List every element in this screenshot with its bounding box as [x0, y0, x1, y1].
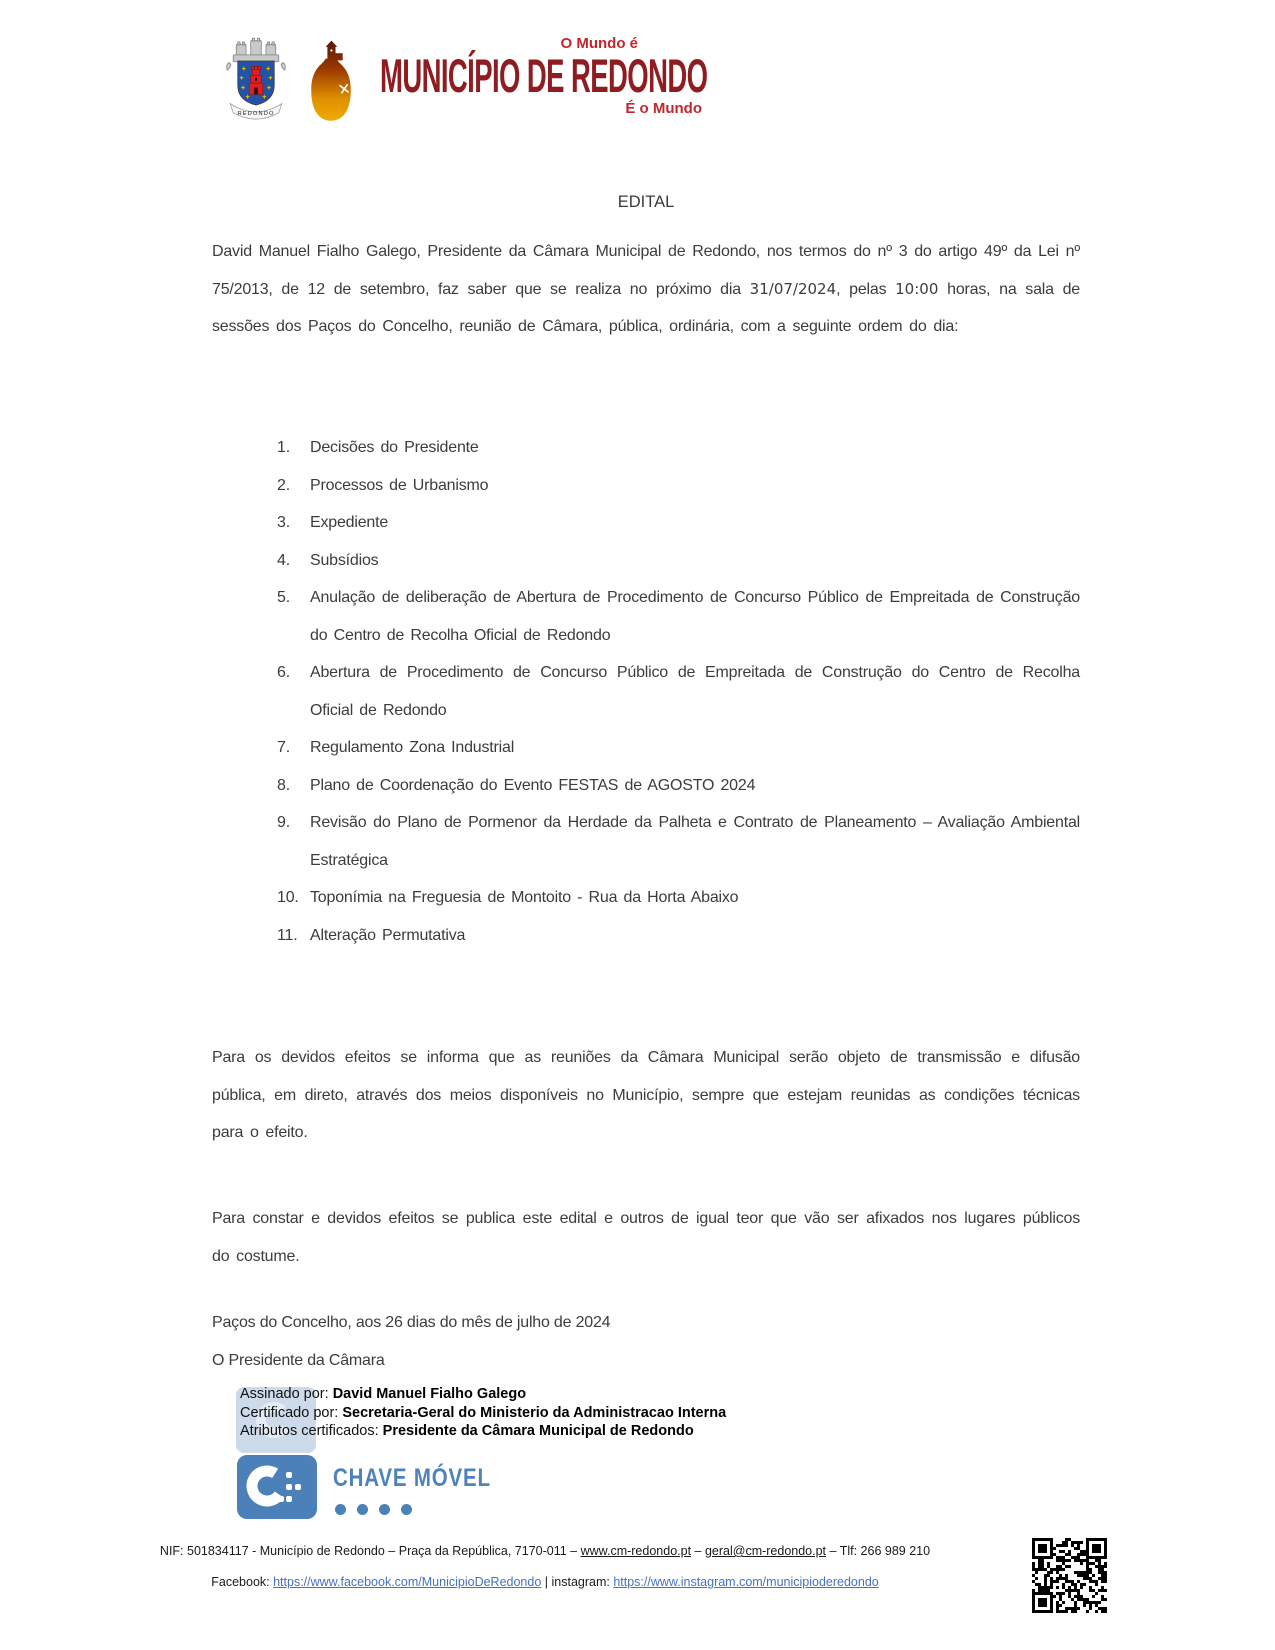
signature-line-signed: Assinado por: David Manuel Fialho Galego	[240, 1386, 527, 1402]
signature-line-attributes: Atributos certificados: Presidente da Câmara Municipal de Redondo	[240, 1423, 694, 1439]
brand-title: MUNICÍPIO DE REDONDO	[380, 49, 708, 102]
amphora-icon	[304, 40, 358, 124]
signer-role: O Presidente da Câmara	[212, 1352, 385, 1369]
chave-movel-label: CHAVE MÓVEL	[333, 1464, 491, 1492]
brand-tagline-bottom: É o Mundo	[625, 100, 702, 117]
email-link[interactable]: geral@cm-redondo.pt	[704, 1544, 827, 1558]
agenda-item: 10. Toponímia na Freguesia de Montoito - Rua da Horta Abaixo	[277, 889, 739, 906]
footer-social-line: Facebook: https://www.facebook.com/MunicipioDeRedondo | instagram: https://www.instagram.com/municipioderedondo	[211, 1575, 879, 1589]
page-title: EDITAL	[617, 193, 675, 211]
agenda-item: 11. Alteração Permutativa	[277, 926, 466, 944]
agenda-item: 2. Processos de Urbanismo	[277, 476, 489, 494]
coat-of-arms-motto: REDONDO	[237, 110, 275, 117]
agenda-item: 9. Revisão do Plano de Pormenor da Herdade da Palheta e Contrato de Planeamento – Avaliação Ambiental Estratégica	[277, 814, 1080, 869]
agenda-item: 7. Regulamento Zona Industrial	[277, 739, 515, 756]
website-link[interactable]: www.cm-redondo.pt	[580, 1544, 692, 1558]
agenda-item: 5. Anulação de deliberação de Abertura de Procedimento de Concurso Público de Empreitada de Construção do Centro de Recolha Oficial de Redondo	[277, 589, 1080, 644]
instagram-link[interactable]: https://www.instagram.com/municipioderedondo	[613, 1575, 879, 1589]
chave-movel-dots	[335, 1502, 423, 1520]
publication-paragraph: Para constar e devidos efeitos se publica este edital e outros de igual teor que vão ser afixados nos lugares públicos do costume.	[212, 1210, 1080, 1265]
signature-block	[240, 1385, 860, 1441]
brand-block	[380, 35, 708, 117]
agenda-list	[212, 429, 1080, 954]
agenda-item: 4. Subsídios	[277, 551, 379, 569]
agenda-item: 8. Plano de Coordenação do Evento FESTAS de AGOSTO 2024	[277, 776, 756, 794]
qr-code	[1028, 1534, 1111, 1617]
transmission-paragraph: Para os devidos efeitos se informa que as reuniões da Câmara Municipal serão objeto de transmissão e difusão pública, em direto, através dos meios disponíveis no Município, sempre que estejam reunidas as condições técnicas para o efeito.	[212, 1049, 1080, 1141]
dateline: Paços do Concelho, aos 26 dias do mês de julho de 2024	[212, 1314, 611, 1331]
intro-paragraph: David Manuel Fialho Galego, Presidente da Câmara Municipal de Redondo, nos termos do nº 3 do artigo 49º da Lei nº 75/2013, de 12 de setembro, faz saber que se realiza no próximo dia 31/07/2024, pelas 10:00 horas, na sala de sessões dos Paços do Concelho, reunião de Câmara, pública, ordinária, com a seguinte ordem do dia:	[212, 243, 1080, 335]
page-footer	[150, 1543, 940, 1590]
chave-movel-logo-icon	[237, 1455, 317, 1519]
footer-contact-line: NIF: 501834117 - Município de Redondo – Praça da República, 7170-011 – www.cm-redondo.pt – geral@cm-redondo.pt – Tlf: 266 989 210	[159, 1544, 931, 1558]
agenda-item: 6. Abertura de Procedimento de Concurso Público de Empreitada de Construção do Centro de Recolha Oficial de Redondo	[277, 664, 1080, 719]
meeting-date: 31/07/2024	[749, 279, 837, 298]
agenda-item: 3. Expediente	[277, 514, 389, 531]
coat-of-arms-icon	[218, 33, 294, 127]
agenda-item: 1. Decisões do Presidente	[277, 439, 479, 456]
facebook-link[interactable]: https://www.facebook.com/MunicipioDeRedondo	[273, 1575, 542, 1589]
brand-tagline-top: O Mundo é	[560, 35, 638, 52]
meeting-time: 10:00	[895, 279, 939, 298]
signature-line-certified: Certificado por: Secretaria-Geral do Ministerio da Administracao Interna	[240, 1404, 727, 1421]
